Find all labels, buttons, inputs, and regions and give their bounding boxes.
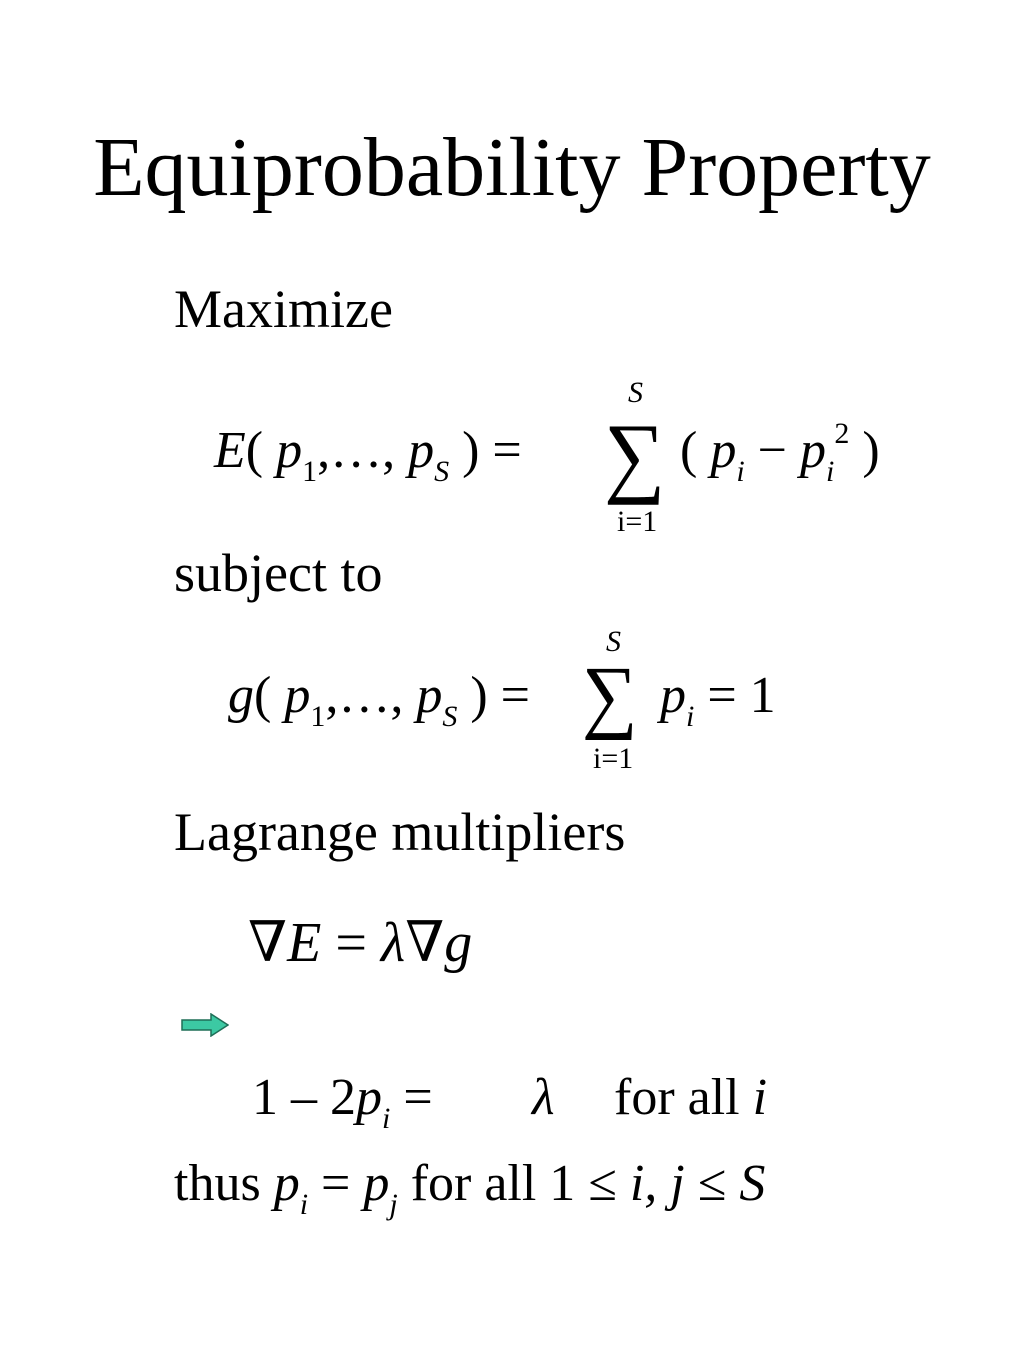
subscript-1: 1 <box>302 455 318 488</box>
sum-upper-limit: S <box>628 376 643 409</box>
subscript-i: i <box>826 455 835 488</box>
subscript-i: i <box>736 455 745 488</box>
paren: ( <box>245 422 277 479</box>
var-S: S <box>739 1155 766 1212</box>
subscript-i: i <box>686 700 695 733</box>
ellipsis: ,…, <box>317 422 409 479</box>
result-equation <box>252 1069 433 1135</box>
sum-lower-limit: i=1 <box>593 742 634 775</box>
nabla-symbol: ∇ <box>405 912 445 974</box>
fn-E: E <box>214 422 246 479</box>
right-arrow-icon <box>181 1013 229 1037</box>
for-all-i <box>614 1069 768 1126</box>
var-i: i <box>752 1069 768 1126</box>
paren: ( <box>680 422 711 479</box>
objective-lhs <box>214 422 522 488</box>
var-p: p <box>276 422 303 479</box>
equals: = <box>390 1069 433 1126</box>
result-lhs: 1 – 2 <box>252 1069 356 1126</box>
var-p: p <box>273 1155 300 1212</box>
subscript-S: S <box>442 700 458 733</box>
subscript-i: i <box>382 1102 391 1135</box>
sum-lower-limit: i=1 <box>617 505 658 538</box>
var-p: p <box>800 422 826 479</box>
fn-g: g <box>228 667 254 724</box>
objective-term <box>680 417 880 488</box>
for-all-range: for all 1 ≤ <box>397 1155 630 1212</box>
nabla-symbol: ∇ <box>248 912 288 974</box>
lambda-symbol: λ <box>532 1069 555 1126</box>
maximize-label: Maximize <box>174 279 393 339</box>
superscript-2: 2 <box>834 417 850 450</box>
equals: = <box>308 1155 364 1212</box>
subscript-1: 1 <box>310 700 326 733</box>
var-p: p <box>416 667 443 724</box>
subject-to-label: subject to <box>174 543 383 603</box>
equals: = <box>321 912 381 974</box>
subscript-j: j <box>389 1188 398 1221</box>
for-all-text: for all <box>614 1069 753 1126</box>
fn-E: E <box>287 912 322 974</box>
less-equal: ≤ <box>684 1155 740 1212</box>
sum-upper-limit: S <box>606 625 621 658</box>
summation-icon: ∑ <box>582 648 638 741</box>
gradient-equation <box>248 912 473 974</box>
paren: ) <box>849 422 880 479</box>
equals: ) = <box>457 667 530 724</box>
var-p: p <box>284 667 311 724</box>
paren: ( <box>254 667 285 724</box>
slide-title: Equiprobability Property <box>93 121 931 214</box>
conclusion-line <box>174 1155 766 1221</box>
equals: ) = <box>449 422 522 479</box>
subscript-S: S <box>434 455 450 488</box>
equals-one: = 1 <box>694 667 776 724</box>
constraint-rhs <box>660 667 776 733</box>
ellipsis: ,…, <box>325 667 417 724</box>
thus-text: thus <box>174 1155 274 1212</box>
summation-icon: ∑ <box>604 404 666 506</box>
minus: − <box>744 422 800 479</box>
var-ij: i, j <box>629 1155 685 1212</box>
fn-g: g <box>444 912 473 974</box>
lagrange-label: Lagrange multipliers <box>174 802 626 862</box>
var-p: p <box>710 422 737 479</box>
lambda-symbol: λ <box>380 912 406 974</box>
var-p: p <box>356 1069 382 1126</box>
subscript-i: i <box>299 1188 309 1221</box>
var-p: p <box>660 667 686 724</box>
var-p: p <box>363 1155 390 1212</box>
constraint-lhs <box>228 667 530 733</box>
var-p: p <box>408 422 435 479</box>
